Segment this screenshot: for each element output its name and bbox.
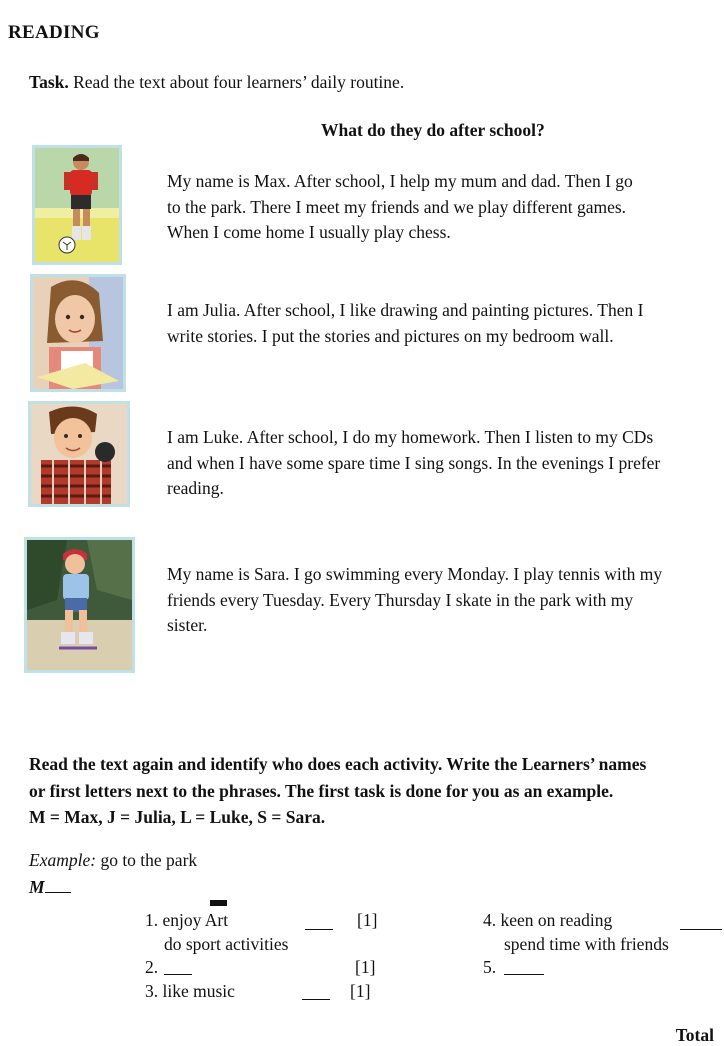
item-2-mark: [1]	[355, 957, 376, 977]
instruction-line: Read the text again and identify who does each activity. Write the Learners’ names	[29, 754, 647, 774]
example-answer-blank	[45, 892, 71, 893]
section-title: READING	[8, 22, 100, 43]
task-instructions	[29, 751, 646, 831]
example-answer	[29, 877, 71, 898]
item-2-label: 2.	[145, 957, 159, 977]
example-line	[29, 850, 197, 871]
photo-luke	[28, 401, 130, 507]
subheading: What do they do after school?	[321, 120, 545, 140]
instruction-line: M = Max, J = Julia, L = Luke, S = Sara.	[29, 807, 326, 827]
task-text: Read the text about four learners’ daily routine.	[68, 72, 405, 92]
paragraph-julia	[167, 298, 722, 349]
photo-julia	[30, 274, 126, 392]
item-1-mark: [1]	[357, 910, 378, 930]
example-phrase: go to the park	[96, 850, 198, 870]
item-2-blank[interactable]	[164, 974, 192, 975]
item-1-blank[interactable]	[305, 929, 333, 930]
item-3-mark: [1]	[350, 981, 371, 1001]
item-1-label: 1. enjoy Art	[145, 910, 229, 930]
paragraph-line: When I come home I usually play chess.	[167, 222, 451, 242]
paragraph-line: reading.	[167, 478, 224, 498]
total-label: Total	[675, 1025, 714, 1045]
photo-sara	[24, 537, 135, 673]
item-3-blank[interactable]	[302, 999, 330, 1000]
paragraph-line: and when I have some spare time I sing songs. In the evenings I prefer	[167, 452, 661, 473]
paragraph-line: sister.	[167, 615, 208, 635]
item-2-prompt: do sport activities	[164, 934, 289, 954]
task-instruction	[29, 72, 404, 93]
paragraph-luke	[167, 425, 722, 502]
paragraph-line: to the park. There I meet my friends and we play different games.	[167, 196, 627, 217]
example-answer-letter: M	[29, 877, 45, 897]
paragraph-line: My name is Max. After school, I help my mum and dad. Then I go	[167, 171, 633, 191]
paragraph-line: write stories. I put the stories and pictures on my bedroom wall.	[167, 325, 614, 346]
photo-max	[32, 145, 122, 265]
paragraph-line: My name is Sara. I go swimming every Monday. I play tennis with my	[167, 564, 663, 584]
paragraph-max	[167, 169, 722, 246]
paragraph-line: friends every Tuesday. Every Thursday I skate in the park with my	[167, 589, 634, 610]
paragraph-sara	[167, 562, 722, 639]
item-5-prompt: spend time with friends	[504, 934, 669, 954]
paragraph-line: I am Luke. After school, I do my homework. Then I listen to my CDs	[167, 427, 654, 447]
pen-mark	[210, 900, 227, 906]
example-label: Example:	[29, 850, 97, 870]
item-4-blank[interactable]	[680, 929, 722, 930]
item-5-blank[interactable]	[504, 974, 544, 975]
item-5-label: 5.	[483, 957, 497, 977]
instruction-line: or first letters next to the phrases. The first task is done for you as an example.	[29, 780, 614, 801]
task-label: Task.	[29, 72, 69, 92]
paragraph-line: I am Julia. After school, I like drawing and painting pictures. Then I	[167, 300, 644, 320]
item-3-label: 3. like music	[145, 981, 235, 1001]
item-4-label: 4. keen on reading	[483, 910, 613, 930]
